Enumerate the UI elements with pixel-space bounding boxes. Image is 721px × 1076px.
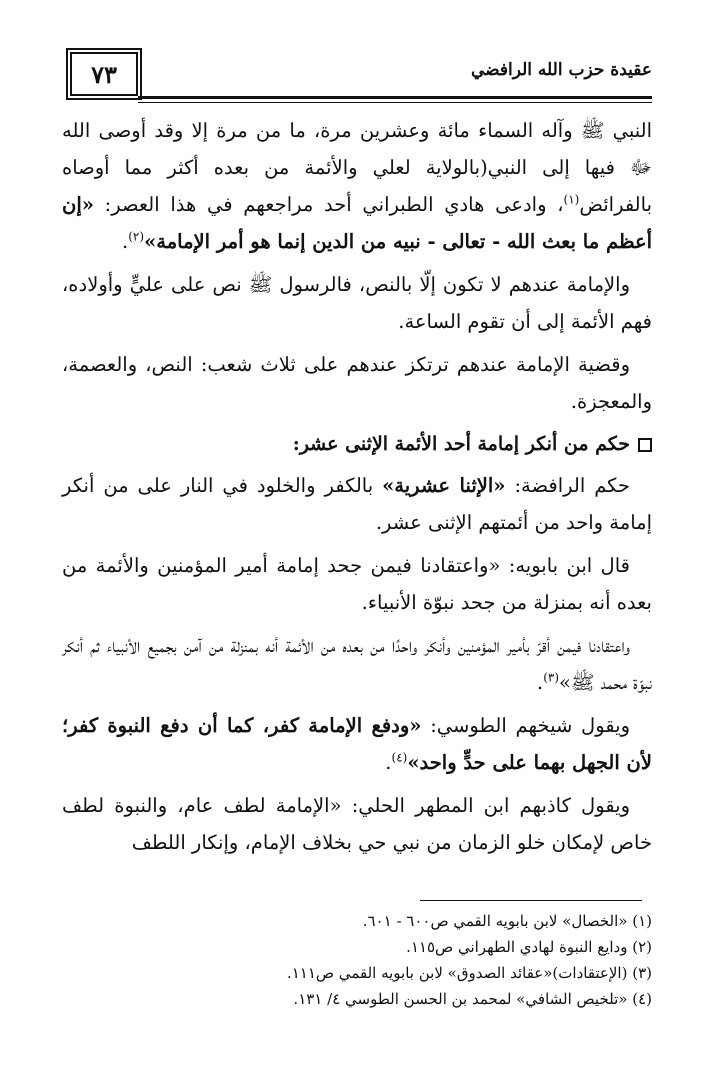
footnote-1: (١) «الخصال» لابن بابويه القمي ص٦٠٠ - ٦٠١.	[362, 912, 652, 930]
paragraph-6-text: واعتقادنا فيمن أقرّ بأمير المؤمنين وأنكر واحدًا من بعده من الأئمة أنه بمنزلة من آمن بجميع الأنبياء ثم أنكر نبوّة محمد ﷺ»	[62, 634, 652, 694]
footnote-ref-4: (٤)	[391, 750, 408, 765]
main-text	[62, 112, 652, 867]
paragraph-8: ويقول كاذبهم ابن المطهر الحلي: «الإمامة لطف عام، والنبوة لطف خاص لإمكان خلو الزمان من نبي حي بخلاف الإمام، وإنكار اللطف	[62, 794, 652, 854]
footnote-ref-2: (٢)	[128, 229, 145, 244]
paragraph-7-text-a: ويقول شيخهم الطوسي:	[421, 714, 630, 737]
paragraph-4	[62, 467, 652, 541]
square-bullet-icon	[638, 438, 652, 452]
paragraph-1-text-b: ، وادعى هادي الطبراني أحد مراجعهم في هذا العصر:	[93, 193, 564, 216]
paragraph-2: والإمامة عندهم لا تكون إلّا بالنص، فالرسول ﷺ نص على عليٍّ وأولاده، فهم الأئمة إلى أن تقوم الساعة.	[62, 273, 652, 333]
page-header	[70, 52, 652, 106]
paragraph-6	[62, 627, 652, 701]
header-rule-thin	[138, 102, 652, 103]
header-rule-thick	[138, 96, 652, 99]
paragraph-7-quote: «ودفع الإمامة كفر، كما أن دفع النبوة كفر؛ لأن الجهل بهما على حدٍّ واحد»	[62, 714, 652, 774]
paragraph-4-text-a: حكم الرافضة:	[505, 474, 630, 497]
footnote-3: (٣) (الإعتقادات)«عقائد الصدوق» لابن بابويه القمي ص١١١.	[286, 964, 652, 982]
paragraph-5: قال ابن بابويه: «واعتقادنا فيمن جحد إمامة أمير المؤمنين والأئمة من بعده أنه بمنزلة من جحد نبوّة الأنبياء.	[62, 554, 652, 614]
paragraph-1-end: .	[122, 230, 129, 253]
page-number-box: ٧٣	[70, 52, 138, 96]
paragraph-7-end: .	[385, 751, 392, 774]
paragraph-1-quote: «إن أعظم ما بعث الله - تعالى - نبيه من الدين إنما هو أمر الإمامة»	[62, 193, 652, 253]
paragraph-1	[62, 112, 652, 260]
footnote-separator	[420, 900, 642, 901]
paragraph-6-end: .	[537, 671, 544, 694]
paragraph-1-text-a: النبي ﷺ وآله السماء مائة وعشرين مرة، ما من مرة إلا وقد أوصى الله ﷻ فيها إلى النبي(بالولاية لعلي والأئمة من بعده أكثر مما أوصاه بالفرائض	[62, 119, 652, 216]
section-heading	[62, 426, 652, 463]
paragraph-3: وقضية الإمامة عندهم ترتكز عندهم على ثلاث شعب: النص، والعصمة، والمعجزة.	[62, 353, 652, 413]
paragraph-4-term: «الإثنا عشرية»	[382, 474, 506, 497]
paragraph-4-text-b: بالكفر والخلود في النار على من أنكر إمامة واحد من أئمتهم الإثنى عشر.	[62, 474, 652, 534]
footnote-4: (٤) «تلخيص الشافي» لمحمد بن الحسن الطوسي ٤/ ١٣١.	[293, 990, 652, 1008]
paragraph-7	[62, 707, 652, 781]
footnote-ref-3: (٣)	[543, 670, 560, 685]
section-heading-text: حكم من أنكر إمامة أحد الأئمة الإثنى عشر:	[292, 433, 630, 455]
footnotes	[62, 908, 652, 1012]
footnote-2: (٢) ودايع النبوة لهادي الطهراني ص١١٥.	[406, 938, 652, 956]
running-title: عقيدة حزب الله الرافضي	[470, 60, 652, 80]
footnote-ref-1: (١)	[563, 192, 580, 207]
